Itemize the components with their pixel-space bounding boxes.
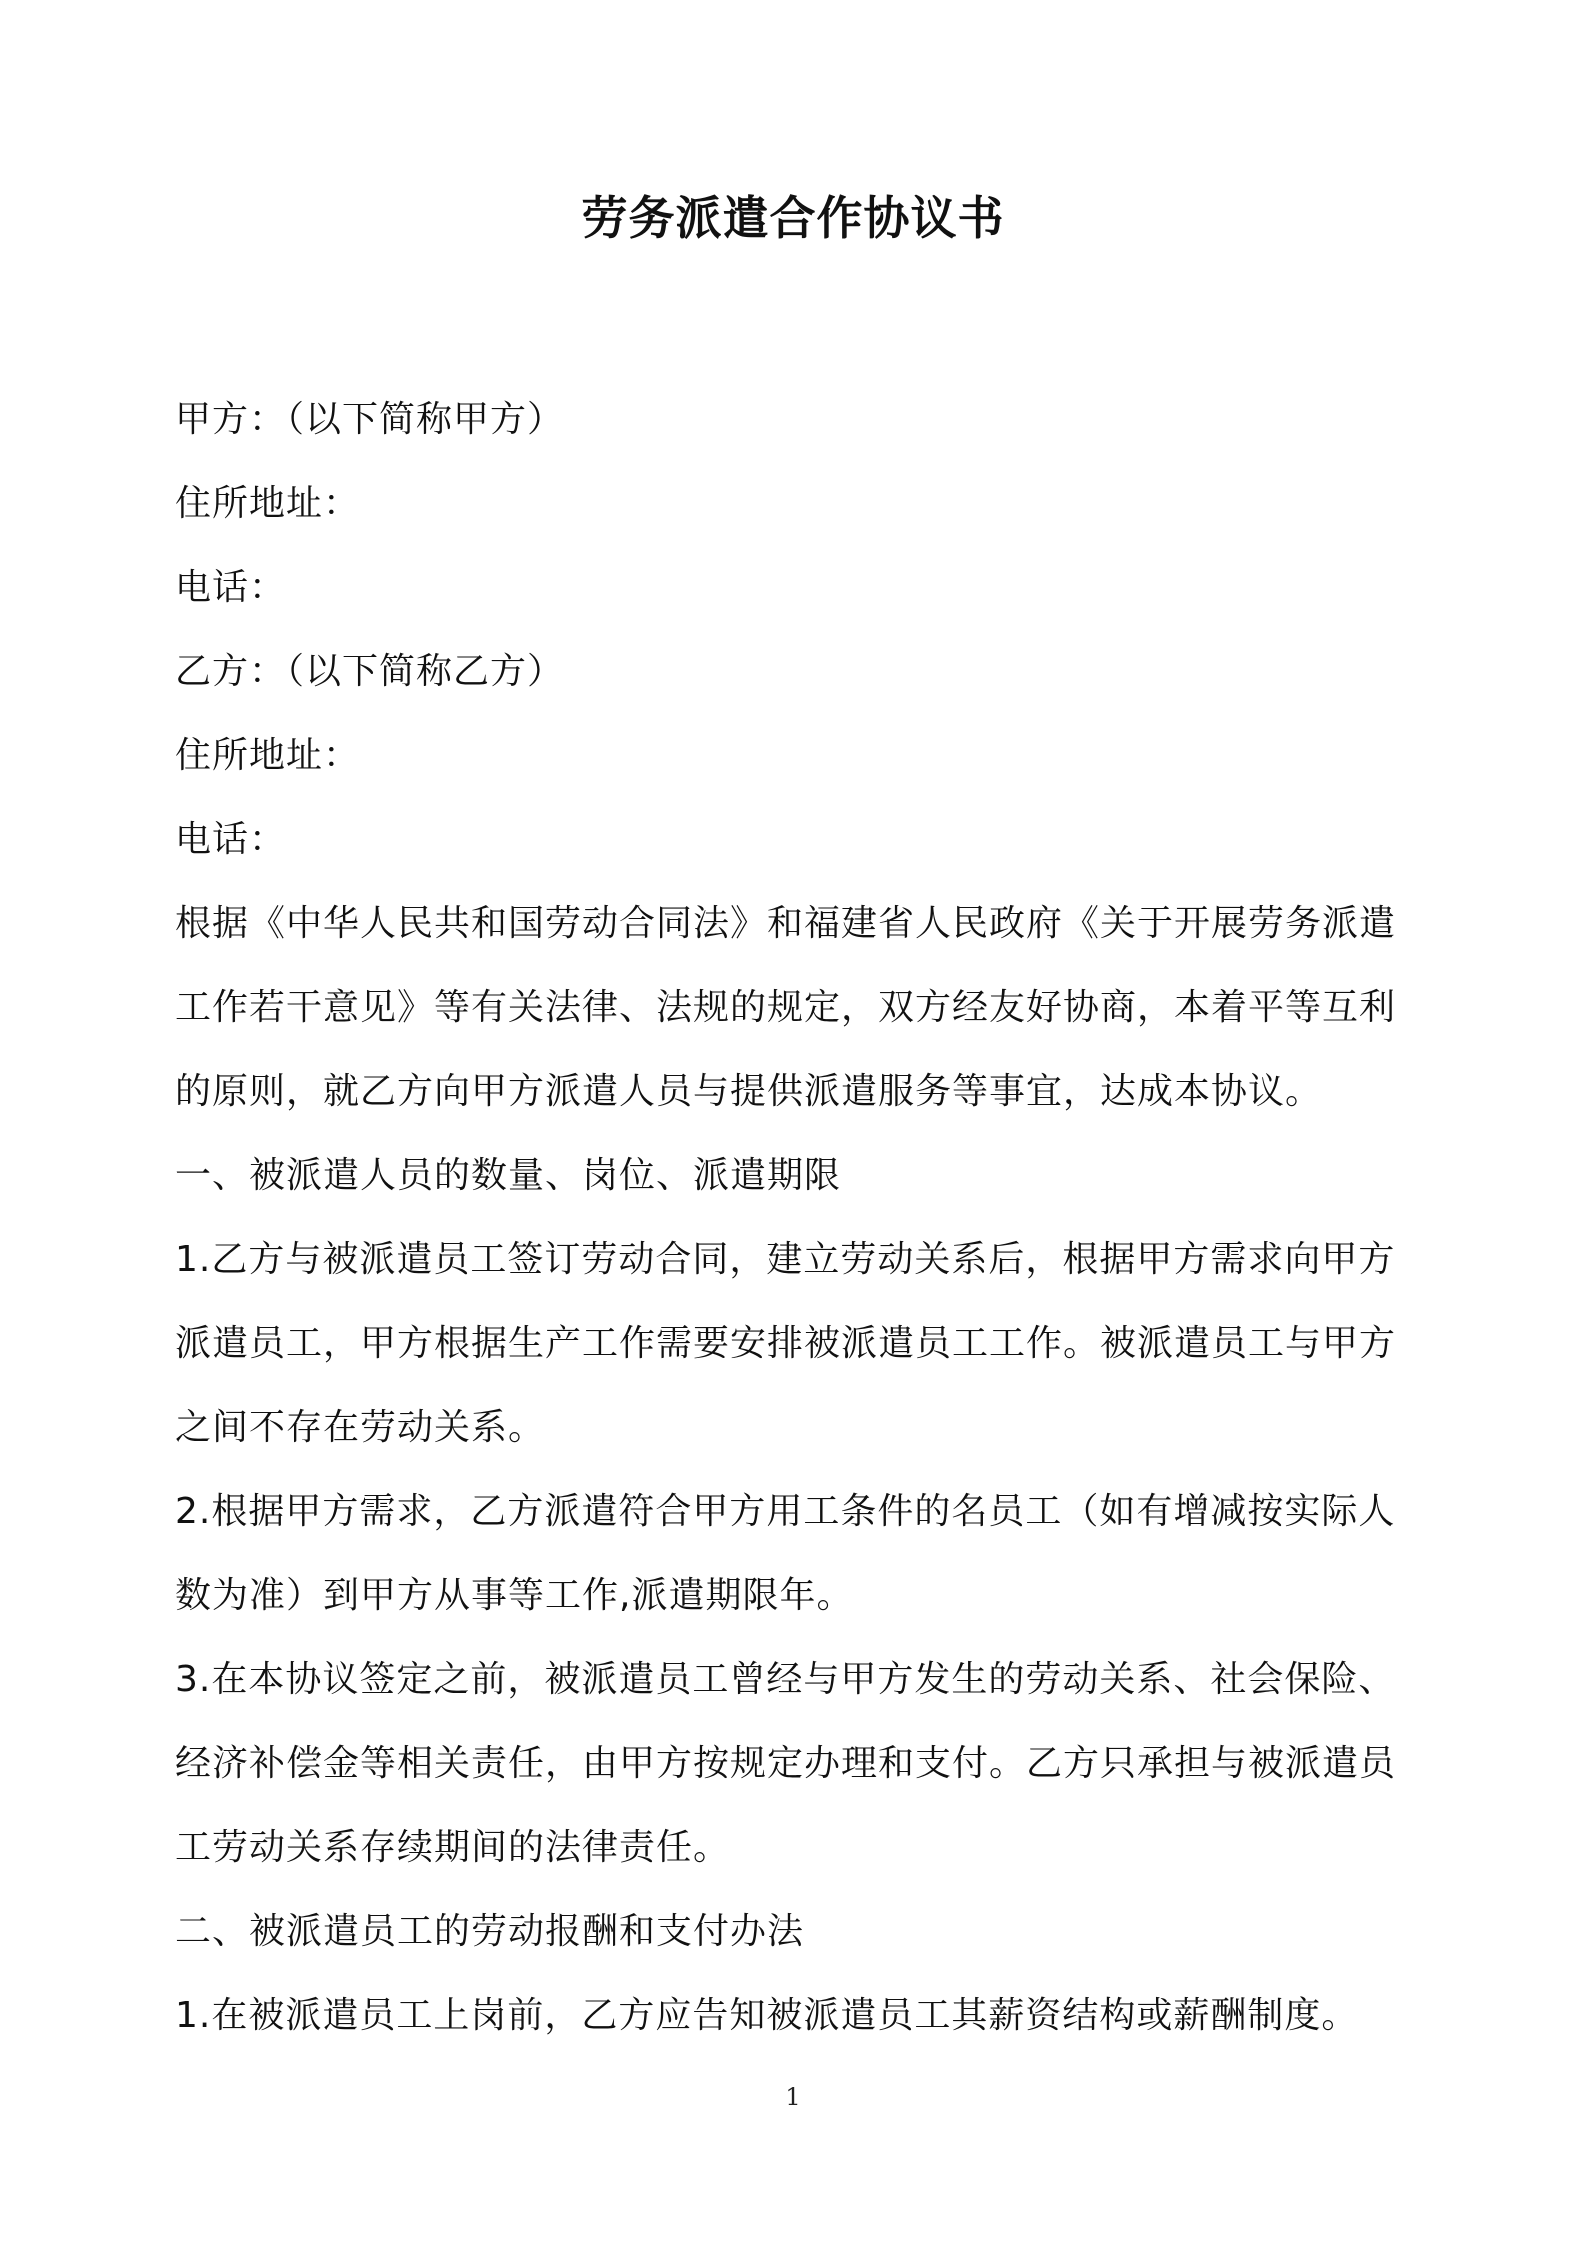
- clause-2-1-line-1: 1.在被派遣员工上岗前，乙方应告知被派遣员工其薪资结构或薪酬制度。: [175, 1995, 1359, 2036]
- clause-1-2-line-1: 2.根据甲方需求，乙方派遣符合甲方用工条件的名员工（如有增减按实际人: [175, 1491, 1396, 1532]
- clause-1-3-line-3: 工劳动关系存续期间的法律责任。: [175, 1827, 731, 1868]
- party-b-phone-line: 电话：: [175, 819, 287, 860]
- document-body: [175, 378, 1425, 2058]
- section-2-heading: 二、被派遣员工的劳动报酬和支付办法: [175, 1911, 805, 1952]
- clause-1-1-line-1: 1.乙方与被派遣员工签订劳动合同，建立劳动关系后，根据甲方需求向甲方: [175, 1239, 1396, 1280]
- clause-1-3-line-1: 3.在本协议签定之前，被派遣员工曾经与甲方发生的劳动关系、社会保险、: [175, 1659, 1396, 1700]
- clause-1-3-line-2: 经济补偿金等相关责任，由甲方按规定办理和支付。乙方只承担与被派遣员: [175, 1743, 1397, 1784]
- page-number: 1: [785, 2083, 801, 2111]
- party-a-line: 甲方：（以下简称甲方）: [175, 399, 565, 440]
- section-1-heading: 一、被派遣人员的数量、岗位、派遣期限: [175, 1155, 842, 1196]
- preamble-line-2: 工作若干意见》等有关法律、法规的规定，双方经友好协商，本着平等互利: [175, 987, 1397, 1028]
- party-b-line: 乙方：（以下简称乙方）: [175, 651, 565, 692]
- preamble-line-1: 根据《中华人民共和国劳动合同法》和福建省人民政府《关于开展劳务派遣: [175, 903, 1397, 944]
- clause-1-1-line-2: 派遣员工，甲方根据生产工作需要安排被派遣员工工作。被派遣员工与甲方: [175, 1323, 1397, 1364]
- party-a-address-line: 住所地址：: [175, 483, 361, 524]
- clause-1-1-line-3: 之间不存在劳动关系。: [175, 1407, 546, 1448]
- party-a-phone-line: 电话：: [175, 567, 287, 608]
- document-title: 劳务派遣合作协议书: [581, 191, 1005, 245]
- preamble-line-3: 的原则，就乙方向甲方派遣人员与提供派遣服务等事宜，达成本协议。: [175, 1071, 1323, 1112]
- party-b-address-line: 住所地址：: [175, 735, 361, 776]
- clause-1-2-line-2: 数为准）到甲方从事等工作,派遣期限年。: [175, 1575, 854, 1616]
